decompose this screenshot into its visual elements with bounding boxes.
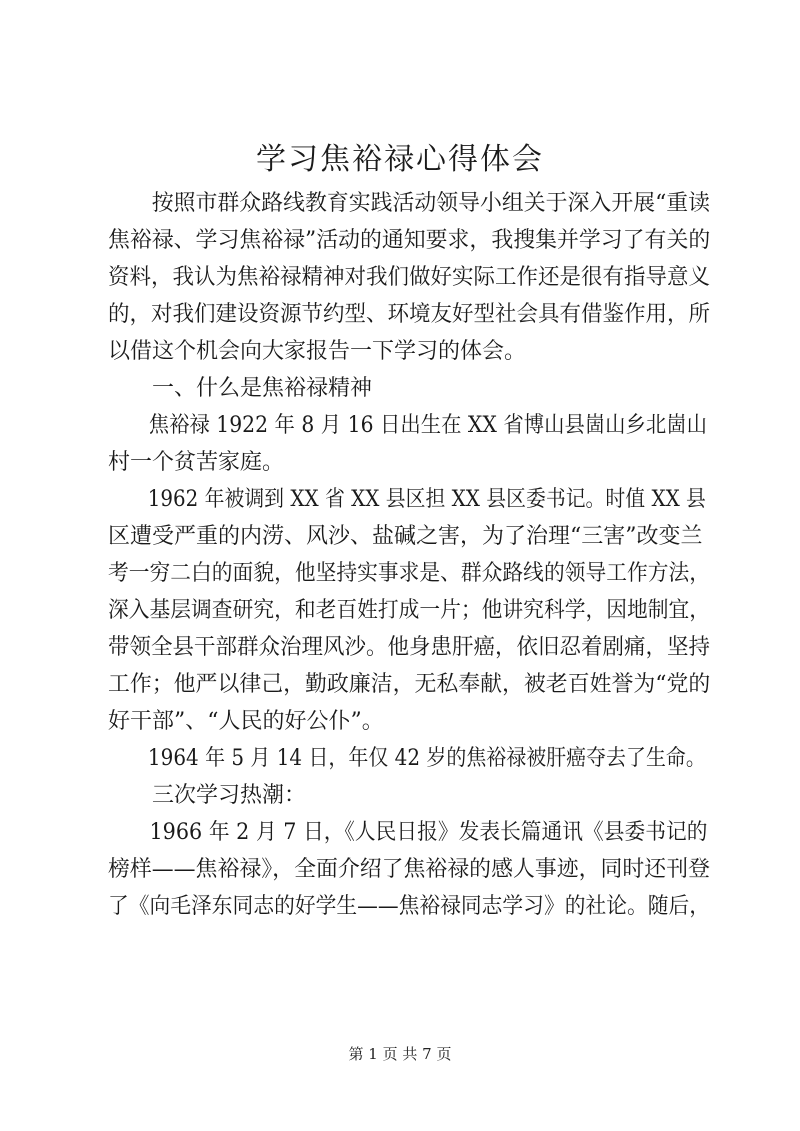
text-line: 1966 年 2 月 7 日，《人民日报》发表长篇通讯《县委书记的 bbox=[149, 820, 708, 845]
text-line: 带领全县干部群众治理风沙。他身患肝癌，依旧忍着剧痛，坚持 bbox=[108, 635, 711, 660]
text-line: 1964 年 5 月 14 日，年仅 42 岁的焦裕禄被肝癌夺去了生命。 bbox=[147, 746, 706, 771]
page-footer: 第 1 页 共 7 页 bbox=[348, 1045, 452, 1063]
document-title: 学习焦裕禄心得体会 bbox=[256, 142, 544, 177]
text-line: 工作；他严以律己，勤政廉洁，无私奉献，被老百姓誉为“党的 bbox=[108, 672, 711, 697]
text-line: 村一个贫苦家庭。 bbox=[108, 450, 285, 475]
text-line: 好干部”、“人民的好公仆”。 bbox=[108, 709, 384, 734]
document-body bbox=[108, 185, 710, 925]
text-line: 一、什么是焦裕禄精神 bbox=[152, 376, 373, 401]
text-line: 深入基层调查研究，和老百姓打成一片；他讲究科学，因地制宜， bbox=[108, 598, 711, 623]
text-line: 三次学习热潮： bbox=[152, 783, 307, 808]
text-line: 区遭受严重的内涝、风沙、盐碱之害，为了治理“三害”改变兰 bbox=[108, 524, 703, 549]
text-line: 焦裕禄 1922 年 8 月 16 日出生在 XX 省博山县崮山乡北崮山 bbox=[148, 413, 707, 438]
text-line: 资料，我认为焦裕禄精神对我们做好实际工作还是很有指导意义 bbox=[108, 265, 711, 290]
text-line: 的，对我们建设资源节约型、环境友好型社会具有借鉴作用，所 bbox=[108, 302, 711, 327]
text-line: 按照市群众路线教育实践活动领导小组关于深入开展“重读 bbox=[151, 191, 711, 216]
text-line: 焦裕禄、学习焦裕禄”活动的通知要求，我搜集并学习了有关的 bbox=[108, 228, 711, 253]
text-line: 榜样——焦裕禄》，全面介绍了焦裕禄的感人事迹，同时还刊登 bbox=[108, 857, 710, 882]
text-line: 考一穷二白的面貌，他坚持实事求是、群众路线的领导工作方法， bbox=[108, 561, 711, 586]
text-line: 了《向毛泽东同志的好学生——焦裕禄同志学习》的社论。随后， bbox=[108, 894, 711, 919]
text-line: 以借这个机会向大家报告一下学习的体会。 bbox=[108, 339, 527, 364]
text-line: 1962 年被调到 XX 省 XX 县区担 XX 县区委书记。时值 XX 县 bbox=[147, 487, 706, 512]
